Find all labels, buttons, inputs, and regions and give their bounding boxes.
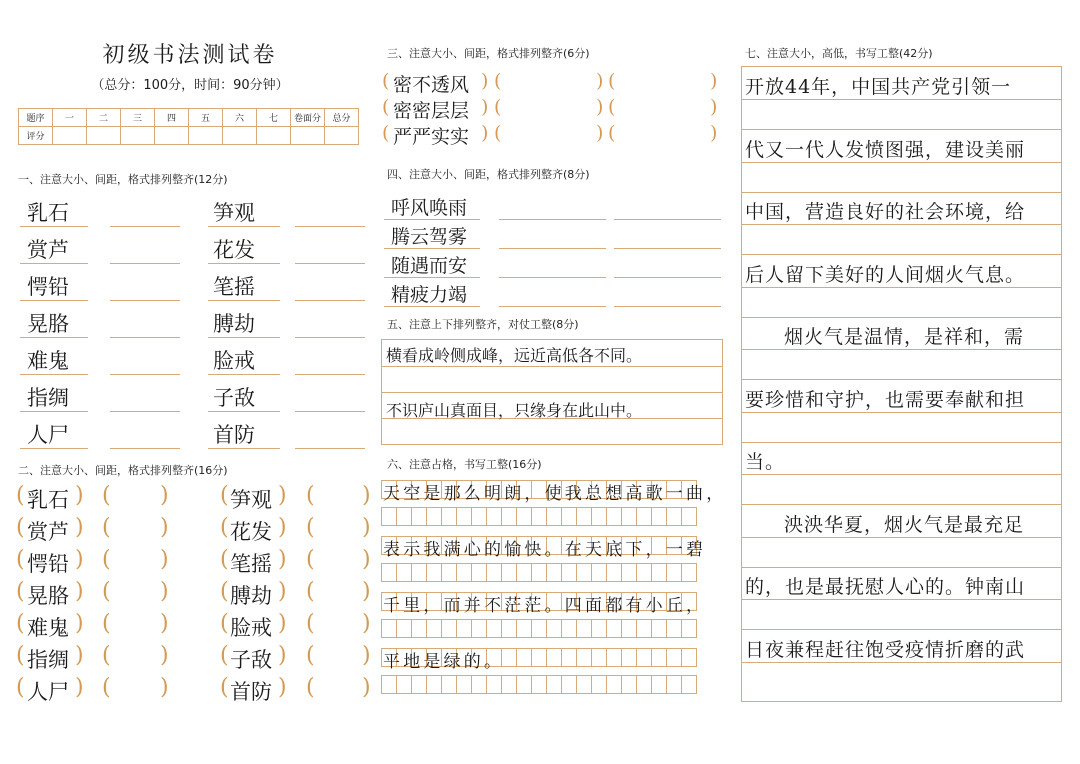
practice-word: 膊劫 (213, 312, 255, 336)
open-paren: ( (16, 483, 25, 508)
close-paren: ) (278, 579, 287, 604)
writing-line[interactable] (295, 448, 365, 449)
model-text-line: 的，也是最抚慰人心的。钟南山 (745, 576, 1026, 598)
score-header-cell: 二 (87, 109, 121, 127)
practice-word: 花发 (213, 238, 255, 262)
writing-line[interactable] (295, 300, 365, 301)
answer-open-paren[interactable]: ( (102, 675, 111, 700)
writing-line[interactable] (499, 277, 606, 278)
model-text-line: 后人留下美好的人间烟火气息。 (745, 263, 1026, 286)
score-input-cell[interactable] (155, 127, 189, 145)
answer-close-paren[interactable]: ) (362, 643, 371, 668)
practice-word: 子敌 (213, 386, 255, 410)
open-paren: ( (16, 611, 25, 636)
word-underline (384, 306, 480, 307)
practice-line-divider[interactable] (742, 629, 1061, 630)
idiom-word: 严严实实 (393, 126, 470, 148)
model-line-divider (742, 224, 1061, 225)
practice-word: 笋观 (213, 201, 255, 225)
word-underline (20, 263, 88, 264)
word-underline (208, 300, 280, 301)
poem-line-1: 横看成岭侧成峰，远近高低各不同。 (386, 346, 643, 365)
word-underline (208, 226, 280, 227)
practice-grid-row[interactable] (381, 675, 696, 694)
model-text-line: 开放44年，中国共产党引领一 (745, 76, 1012, 98)
section6-title: 六、注意占格，书写工整(16分) (387, 458, 542, 471)
answer-open-paren[interactable]: ( (608, 122, 616, 144)
writing-line[interactable] (614, 248, 721, 249)
answer-open-paren[interactable]: ( (306, 515, 315, 540)
answer-close-paren[interactable]: ) (160, 611, 169, 636)
close-paren: ) (278, 675, 287, 700)
model-text-line: 天空是那么明朗，使我总想高歌一曲， (383, 484, 727, 504)
answer-open-paren[interactable]: ( (306, 547, 315, 572)
open-paren: ( (16, 515, 25, 540)
practice-word: 难鬼 (27, 349, 69, 373)
section7-title: 七、注意大小，高低，书写工整(42分) (745, 47, 933, 60)
poem-line-2: 不识庐山真面目，只缘身在此山中。 (386, 401, 643, 420)
writing-line[interactable] (614, 306, 721, 307)
section7-box (741, 66, 1062, 702)
close-paren: ) (481, 122, 489, 144)
answer-open-paren[interactable]: ( (102, 515, 111, 540)
model-text-line: 中国，营造良好的社会环境，给 (745, 201, 1026, 223)
score-table-header-row (19, 109, 359, 127)
writing-line[interactable] (110, 226, 180, 227)
idiom-word: 随遇而安 (391, 255, 468, 277)
word-underline (208, 411, 280, 412)
word-underline (208, 337, 280, 338)
score-header-cell: 五 (189, 109, 223, 127)
answer-close-paren[interactable]: ) (362, 515, 371, 540)
practice-word: 乳石 (27, 201, 69, 225)
word-underline (20, 411, 88, 412)
score-header-cell: 总分 (325, 109, 359, 127)
score-input-cell[interactable] (223, 127, 257, 145)
answer-close-paren[interactable]: ) (160, 643, 169, 668)
word-underline (384, 277, 480, 278)
model-line-divider (742, 412, 1061, 413)
practice-word: 愕铅 (27, 275, 69, 299)
section5-title: 五、注意上下排列整齐，对仗工整(8分) (387, 318, 579, 331)
score-row-label: 评分 (19, 127, 53, 145)
model-text-line: 代又一代人发愤图强，建设美丽 (745, 138, 1026, 161)
answer-close-paren[interactable]: ) (710, 96, 718, 118)
open-paren: ( (382, 70, 390, 92)
writing-line[interactable] (499, 219, 606, 220)
practice-word: 指绸 (27, 386, 69, 410)
writing-line[interactable] (614, 219, 721, 220)
model-text-line: 当。 (745, 451, 786, 473)
practice-word: 花发 (230, 520, 272, 544)
practice-word: 笔摇 (230, 552, 272, 576)
writing-line[interactable] (110, 374, 180, 375)
practice-word: 晃胳 (27, 312, 69, 336)
answer-open-paren[interactable]: ( (102, 643, 111, 668)
writing-line[interactable] (614, 277, 721, 278)
model-line-divider (742, 474, 1061, 475)
answer-open-paren[interactable]: ( (608, 70, 616, 92)
answer-open-paren[interactable]: ( (306, 483, 315, 508)
model-text-line: 泱泱华夏，烟火气是最充足 (784, 513, 1025, 536)
practice-word: 脸戒 (230, 616, 272, 640)
open-paren: ( (220, 611, 229, 636)
section3-title: 三、注意大小、间距，格式排列整齐(6分) (387, 47, 590, 60)
section5-box (381, 339, 723, 445)
practice-word: 人尸 (27, 680, 69, 704)
open-paren: ( (16, 643, 25, 668)
score-table (18, 108, 359, 145)
open-paren: ( (220, 643, 229, 668)
answer-close-paren[interactable]: ) (160, 675, 169, 700)
open-paren: ( (382, 96, 390, 118)
practice-word: 脸戒 (213, 349, 255, 373)
open-paren: ( (220, 675, 229, 700)
model-line-divider (742, 662, 1061, 663)
answer-close-paren[interactable]: ) (596, 122, 604, 144)
section1-title: 一、注意大小、间距，格式排列整齐(12分) (18, 173, 228, 186)
page-title: 初级书法测试卷 (102, 43, 278, 68)
idiom-word: 呼风唤雨 (391, 197, 468, 219)
practice-line-divider[interactable] (742, 129, 1061, 130)
score-header-cell: 六 (223, 109, 257, 127)
answer-close-paren[interactable]: ) (362, 579, 371, 604)
idiom-word: 腾云驾雾 (391, 226, 468, 248)
model-line-divider (742, 287, 1061, 288)
answer-open-paren[interactable]: ( (102, 547, 111, 572)
practice-word: 赏芦 (27, 520, 69, 544)
writing-line[interactable] (110, 337, 180, 338)
open-paren: ( (220, 483, 229, 508)
practice-grid-row[interactable] (381, 563, 696, 582)
answer-open-paren[interactable]: ( (306, 579, 315, 604)
writing-line[interactable] (295, 226, 365, 227)
answer-open-paren[interactable]: ( (306, 611, 315, 636)
close-paren: ) (481, 96, 489, 118)
writing-line[interactable] (110, 448, 180, 449)
close-paren: ) (278, 515, 287, 540)
model-line-divider (742, 349, 1061, 350)
score-input-cell[interactable] (325, 127, 359, 145)
practice-word: 子敌 (230, 648, 272, 672)
section2-title: 二、注意大小、间距，格式排列整齐(16分) (18, 464, 228, 477)
writing-line[interactable] (295, 411, 365, 412)
word-underline (384, 248, 480, 249)
model-text-line: 烟火气是温情，是祥和，需 (784, 326, 1025, 348)
practice-word: 乳石 (27, 488, 69, 512)
word-underline (20, 448, 88, 449)
close-paren: ) (75, 515, 84, 540)
practice-word: 笔摇 (213, 275, 255, 299)
word-underline (208, 374, 280, 375)
close-paren: ) (278, 611, 287, 636)
practice-line-divider[interactable] (742, 442, 1061, 443)
writing-line[interactable] (295, 337, 365, 338)
answer-close-paren[interactable]: ) (596, 70, 604, 92)
close-paren: ) (278, 483, 287, 508)
close-paren: ) (75, 675, 84, 700)
writing-line[interactable] (110, 263, 180, 264)
practice-word: 难鬼 (27, 616, 69, 640)
score-table-score-row (19, 127, 359, 145)
close-paren: ) (75, 547, 84, 572)
writing-line[interactable] (295, 374, 365, 375)
score-input-cell[interactable] (257, 127, 291, 145)
score-input-cell[interactable] (121, 127, 155, 145)
practice-line-divider[interactable] (742, 254, 1061, 255)
score-header-cell: 四 (155, 109, 189, 127)
answer-open-paren[interactable]: ( (608, 96, 616, 118)
word-underline (384, 219, 480, 220)
practice-word: 膊劫 (230, 584, 272, 608)
practice-line-divider[interactable] (742, 192, 1061, 193)
answer-close-paren[interactable]: ) (710, 70, 718, 92)
answer-close-paren[interactable]: ) (160, 515, 169, 540)
page-subtitle: （总分：100分，时间：90分钟） (91, 78, 289, 93)
answer-open-paren[interactable]: ( (102, 483, 111, 508)
score-input-cell[interactable] (87, 127, 121, 145)
score-header-cell: 题序 (19, 109, 53, 127)
answer-open-paren[interactable]: ( (494, 96, 502, 118)
score-header-cell: 一 (53, 109, 87, 127)
close-paren: ) (278, 547, 287, 572)
word-underline (20, 337, 88, 338)
answer-close-paren[interactable]: ) (362, 675, 371, 700)
model-line-divider (742, 162, 1061, 163)
answer-close-paren[interactable]: ) (160, 579, 169, 604)
answer-open-paren[interactable]: ( (306, 643, 315, 668)
practice-grid-row[interactable] (381, 507, 696, 526)
practice-word: 赏芦 (27, 238, 69, 262)
close-paren: ) (75, 579, 84, 604)
answer-close-paren[interactable]: ) (710, 122, 718, 144)
answer-close-paren[interactable]: ) (362, 547, 371, 572)
practice-line-divider[interactable] (742, 317, 1061, 318)
model-text-line: 平地是绿的。 (383, 652, 505, 672)
model-text-line: 要珍惜和守护，也需要奉献和担 (745, 388, 1026, 411)
writing-line[interactable] (110, 411, 180, 412)
close-paren: ) (75, 483, 84, 508)
writing-line[interactable] (295, 263, 365, 264)
open-paren: ( (16, 675, 25, 700)
model-line-divider (742, 599, 1061, 600)
word-underline (20, 300, 88, 301)
practice-word: 指绸 (27, 648, 69, 672)
practice-grid-row[interactable] (381, 619, 696, 638)
word-underline (208, 448, 280, 449)
word-underline (20, 226, 88, 227)
close-paren: ) (481, 70, 489, 92)
answer-close-paren[interactable]: ) (362, 483, 371, 508)
practice-line-divider[interactable] (742, 567, 1061, 568)
section4-title: 四、注意大小、间距，格式排列整齐(8分) (387, 168, 590, 181)
answer-close-paren[interactable]: ) (160, 547, 169, 572)
open-paren: ( (382, 122, 390, 144)
idiom-word: 密不透风 (393, 74, 470, 96)
answer-open-paren[interactable]: ( (102, 579, 111, 604)
practice-word: 晃胳 (27, 584, 69, 608)
model-text-line: 千里，而并不茫茫。四面都有小丘， (383, 596, 707, 616)
open-paren: ( (16, 547, 25, 572)
writing-line[interactable] (499, 306, 606, 307)
idiom-word: 精疲力竭 (391, 284, 468, 306)
answer-open-paren[interactable]: ( (102, 611, 111, 636)
open-paren: ( (220, 579, 229, 604)
practice-line-divider[interactable] (742, 379, 1061, 380)
answer-close-paren[interactable]: ) (362, 611, 371, 636)
answer-close-paren[interactable]: ) (160, 483, 169, 508)
close-paren: ) (75, 611, 84, 636)
practice-line-divider[interactable] (742, 504, 1061, 505)
model-text-line: 日夜兼程赶往饱受疫情折磨的武 (745, 638, 1026, 661)
practice-word: 人尸 (27, 423, 69, 447)
score-header-cell: 七 (257, 109, 291, 127)
answer-open-paren[interactable]: ( (494, 122, 502, 144)
score-input-cell[interactable] (189, 127, 223, 145)
practice-word: 笋观 (230, 488, 272, 512)
practice-word: 愕铅 (27, 552, 69, 576)
open-paren: ( (16, 579, 25, 604)
answer-open-paren[interactable]: ( (494, 70, 502, 92)
close-paren: ) (75, 643, 84, 668)
practice-word: 首防 (230, 680, 272, 704)
score-input-cell[interactable] (291, 127, 325, 145)
practice-word: 首防 (213, 423, 255, 447)
close-paren: ) (278, 643, 287, 668)
writing-line[interactable] (110, 300, 180, 301)
model-line-divider (742, 537, 1061, 538)
score-header-cell: 三 (121, 109, 155, 127)
open-paren: ( (220, 547, 229, 572)
score-input-cell[interactable] (53, 127, 87, 145)
word-underline (20, 374, 88, 375)
model-line-divider (742, 99, 1061, 100)
model-text-line: 表示我满心的愉快。在天底下，一碧 (383, 540, 707, 560)
open-paren: ( (220, 515, 229, 540)
idiom-word: 密密层层 (393, 100, 470, 122)
answer-open-paren[interactable]: ( (306, 675, 315, 700)
writing-line[interactable] (499, 248, 606, 249)
word-underline (208, 263, 280, 264)
answer-close-paren[interactable]: ) (596, 96, 604, 118)
score-header-cell: 卷面分 (291, 109, 325, 127)
